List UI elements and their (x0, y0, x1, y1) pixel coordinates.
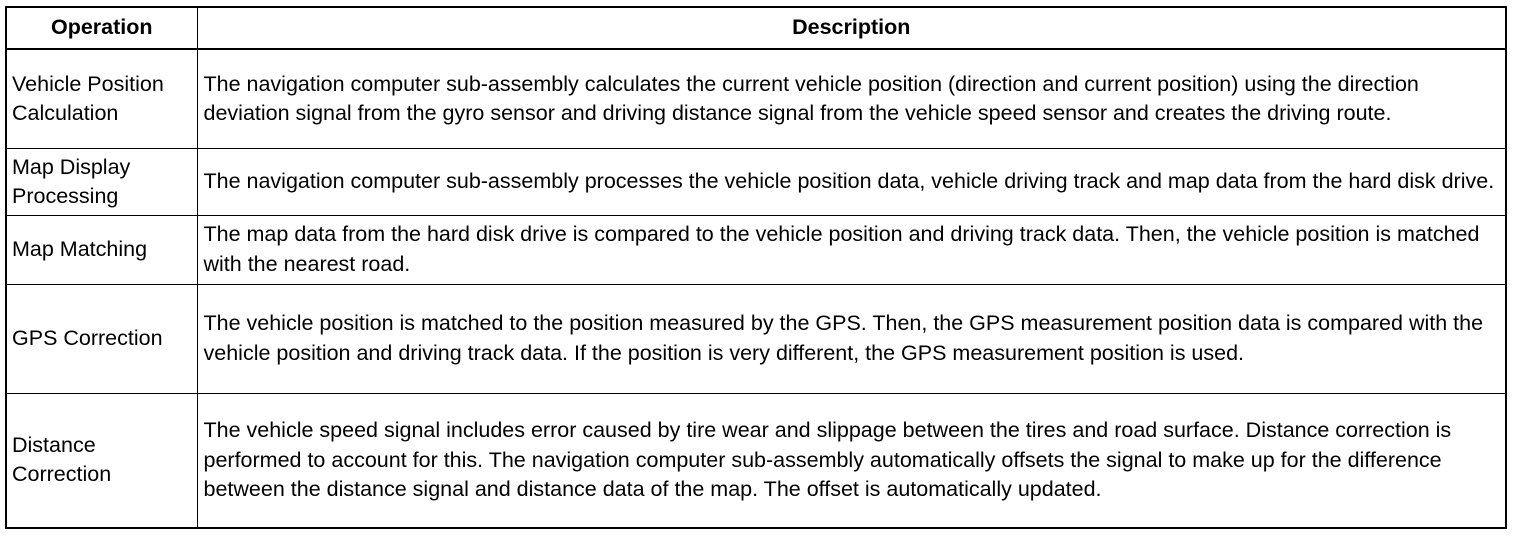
header-operation: Operation (7, 8, 197, 49)
table-row (7, 215, 1505, 284)
description-cell: The vehicle position is matched to the position measured by the GPS. Then, the GPS measurement position data is compared with the vehicle position and driving track data. If the position is very different, the GPS measurement position is used. (197, 284, 1505, 393)
operations-table-grid (7, 8, 1505, 527)
operation-cell: Map Display Processing (7, 149, 197, 216)
table-row (7, 49, 1505, 149)
description-cell: The navigation computer sub-assembly calculates the current vehicle position (direction and current position) using the direction deviation signal from the gyro sensor and driving distance signal from the vehicle speed sensor and creates the driving route. (203, 71, 1419, 126)
operation-cell: GPS Correction (7, 284, 197, 393)
description-cell: The vehicle speed signal includes error caused by tire wear and slippage between the tires and road surface. Distance correction is performed to account for this. The navigation computer sub-assembly automatically offsets the signal to make up for the difference between the distance signal and distance data of the map. The offset is automatically updated. (197, 393, 1505, 527)
description-cell: The map data from the hard disk drive is compared to the vehicle position and driving track data. Then, the vehicle position is matched with the nearest road. (197, 215, 1505, 284)
operations-table (5, 6, 1507, 529)
operation-cell: Distance Correction (7, 393, 197, 527)
table-row (7, 284, 1505, 393)
operation-cell: Vehicle Position Calculation (7, 49, 197, 149)
header-description: Description (197, 8, 1505, 49)
description-cell: The navigation computer sub-assembly processes the vehicle position data, vehicle driving track and map data from the hard disk drive. (197, 149, 1505, 216)
table-row (7, 149, 1505, 216)
table-row (7, 393, 1505, 527)
operation-cell: Map Matching (7, 215, 197, 284)
table-header-row (7, 8, 1505, 49)
